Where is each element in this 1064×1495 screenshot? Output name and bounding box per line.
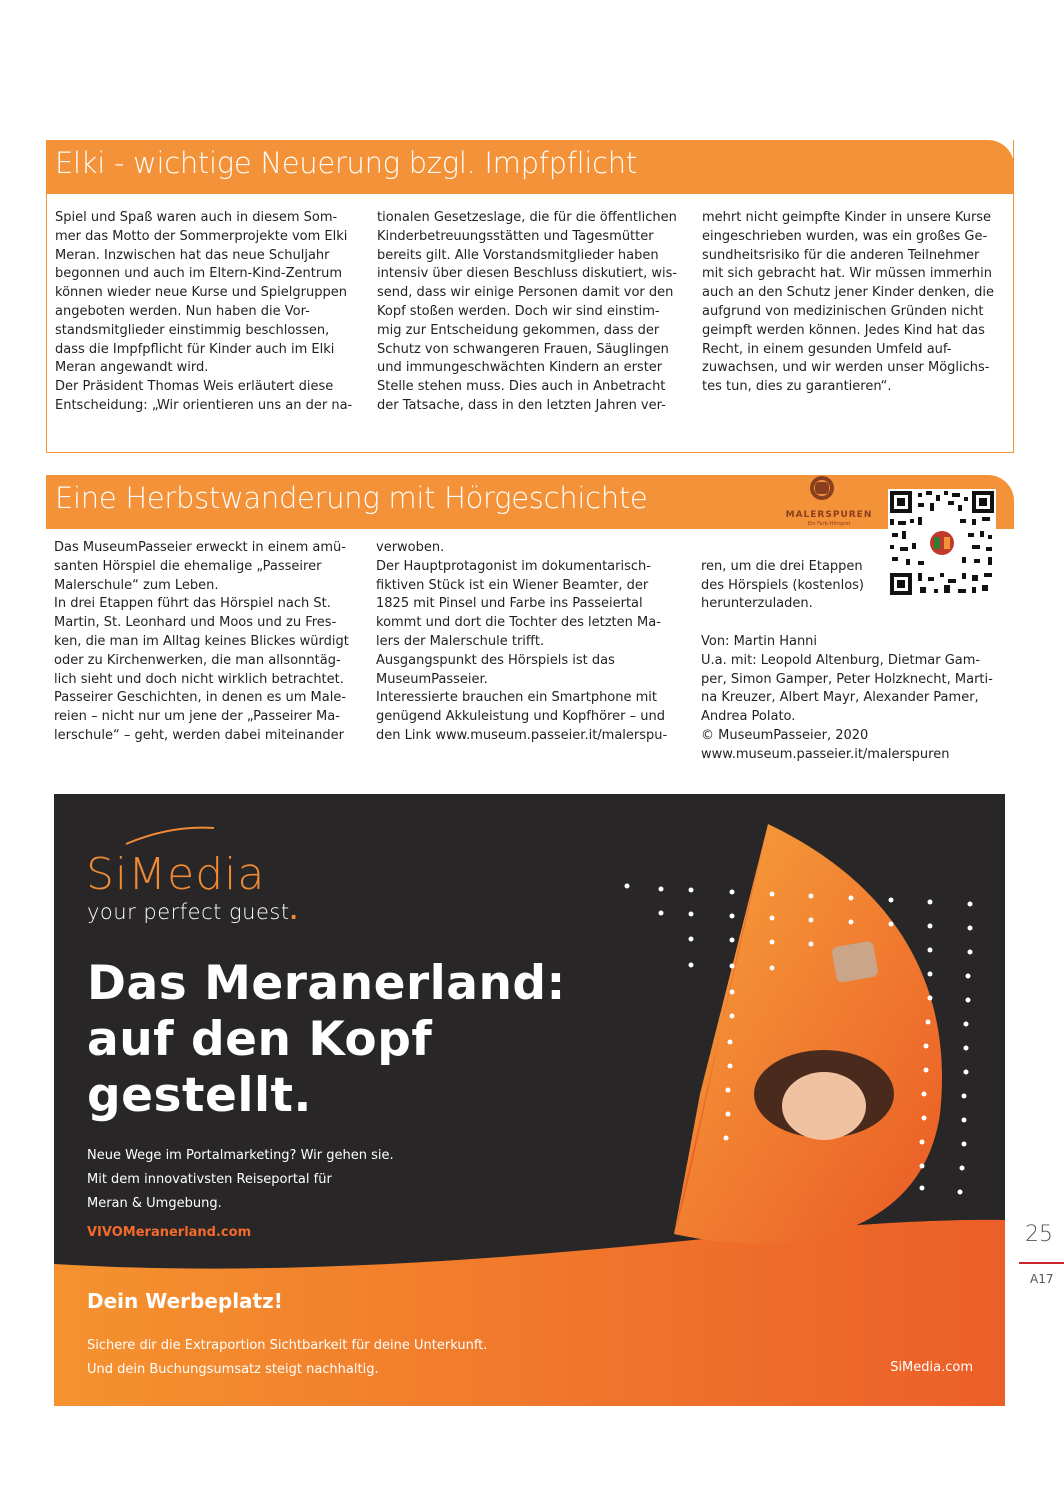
article-title: Eine Herbstwanderung mit Hörgeschichte: [55, 481, 648, 515]
cta-heading: Dein Werbeplatz!: [87, 1289, 283, 1313]
woman-photo-shape: [674, 824, 942, 1244]
article-title: Elki - wichtige Neuerung bzgl. Impfpflicht: [55, 146, 637, 180]
article-elki: [46, 140, 1014, 453]
headline-line-2: auf den Kopf: [87, 1012, 433, 1067]
page-code: A17: [1030, 1272, 1054, 1286]
brand-logo: SiMedia: [86, 849, 266, 900]
headphones-icon: [774, 475, 884, 529]
brand-tagline: [87, 900, 298, 924]
tagline-text: your perfect guest: [87, 900, 290, 924]
subtext-line-2: Mit dem innovativsten Reiseportal für: [87, 1172, 332, 1187]
logo-arc: [126, 828, 214, 844]
malerspuren-logo: [774, 475, 884, 529]
ad-headline: [87, 956, 607, 1124]
subtext-line-3: Meran & Umgebung.: [87, 1196, 222, 1211]
headline-line-1: Das Meranerland:: [87, 956, 566, 1011]
page-number-rule: [1019, 1262, 1064, 1264]
article-column-3: [701, 539, 993, 783]
article-column-2: verwoben. Der Hauptprotagonist im dokumentarisch- fiktiven Stück ist ein Wiener Beamter, der 1825 mit Pinsel und Farbe ins Passeiertal kommt und dort die Tochter des letzten Ma- lers der Malerschule trifft. Ausgangspunkt des Hörspiels ist das MuseumPasseier. Interessierte brauchen ein Smartphone mit genügend Akkuleistung und Kopfhörer – und den Link www.museum.passeier.it/malerspu-: [376, 540, 668, 743]
article-title-banner: [46, 140, 1014, 194]
cta-line-2: Und dein Buchungsumsatz steigt nachhaltig.: [87, 1362, 379, 1377]
cta-line-1: Sichere dir die Extraportion Sichtbarkeit für deine Unterkunft.: [87, 1338, 488, 1353]
headline-line-3: gestellt.: [87, 1068, 312, 1123]
subtext-line-1: Neue Wege im Portalmarketing? Wir gehen sie.: [87, 1148, 394, 1163]
article-column-2: tionalen Gesetzeslage, die für die öffentlichen Kinderbetreuungsstätten und Tagesmütter bereits gilt. Alle Vorstandsmitglieder haben intensiv über diesen Beschluss diskutiert, wis- send, dass wir einige Personen damit vor den Kopf stoßen werden. Doch wir sind einstim- mig zur Entscheidung gekommen, dass der Schutz von schwangeren Frauen, Säuglingen und immungeschwächten Kindern an erster Stelle stehen muss. Dies auch in Anbetracht der Tatsache, dass in den letzten Jahren ver-: [377, 210, 678, 413]
logo-subtitle: Ein Farb-Hörspiel: [807, 521, 851, 527]
vivo-meranerland-link[interactable]: VIVOMeranerland.com: [87, 1225, 252, 1240]
article-column-3-text: ren, um die drei Etappen des Hörspiels (kostenlos) herunterzuladen. Von: Martin Hanni U.a. mit: Leopold Altenburg, Dietmar Gam- per, Simon Gamper, Peter Holzknecht, Marti- na Kreuzer, Albert Mayr, Alexander Pamer, Andrea Polato. © MuseumPasseier, 2020 www.museum.passeier.it/malerspuren: [701, 558, 993, 762]
page-number: 25: [1025, 1222, 1053, 1247]
simedia-advertisement[interactable]: [54, 794, 1005, 1406]
cta-subtext: [87, 1334, 487, 1382]
article-column-3: mehrt nicht geimpfte Kinder in unsere Kurse eingeschrieben wurden, was ein großes Ge- sundheitsrisiko für die anderen Teilnehmer mit sich gebracht hat. Wir müssen immerhin auch an den Schutz jener Kinder denken, die aufgrund von medizinischen Gründen nicht geimpft werden können. Jedes Kind hat das Recht, in einem gesunden Umfeld auf- zuwachsen, und wir werden unser Möglichs- tes tun, dies zu garantieren“.: [702, 210, 994, 395]
article-column-1: Das MuseumPasseier erweckt in einem amü- santen Hörspiel die ehemalige „Passeirer Malerschule“ zum Leben. In drei Etappen führt das Hörspiel nach St. Martin, St. Leonhard und Moos und zu Fres- ken, die man im Alltag keines Blickes würdigt oder zu Kirchenwerken, die man allsonntäg- lich sieht und doch nicht wirklich betrachtet. Passeirer Geschichten, in denen es um Male- reien – nicht nur um jene der „Passeirer Ma- lerschule“ – geht, werden dabei miteinander: [54, 540, 349, 743]
article-herbstwanderung: [46, 475, 1014, 765]
article-column-1: Spiel und Spaß waren auch in diesem Som- mer das Motto der Sommerprojekte vom Elki Meran. Inzwischen hat das neue Schuljahr begonnen und auch im Eltern-Kind-Zentrum können wieder neue Kurse und Spielgruppen angeboten werden. Nun haben die Vor- standsmitglieder einstimmig beschlossen, dass die Impfpflicht für Kinder auch im Elki Meran angewandt wird. Der Präsident Thomas Weis erläutert diese Entscheidung: „Wir orientieren uns an der na-: [55, 210, 353, 413]
simedia-link[interactable]: SiMedia.com: [890, 1360, 973, 1375]
logo-name: MALERSPUREN: [785, 510, 873, 520]
ad-subtext: [87, 1144, 507, 1216]
tagline-dot: .: [289, 900, 299, 924]
